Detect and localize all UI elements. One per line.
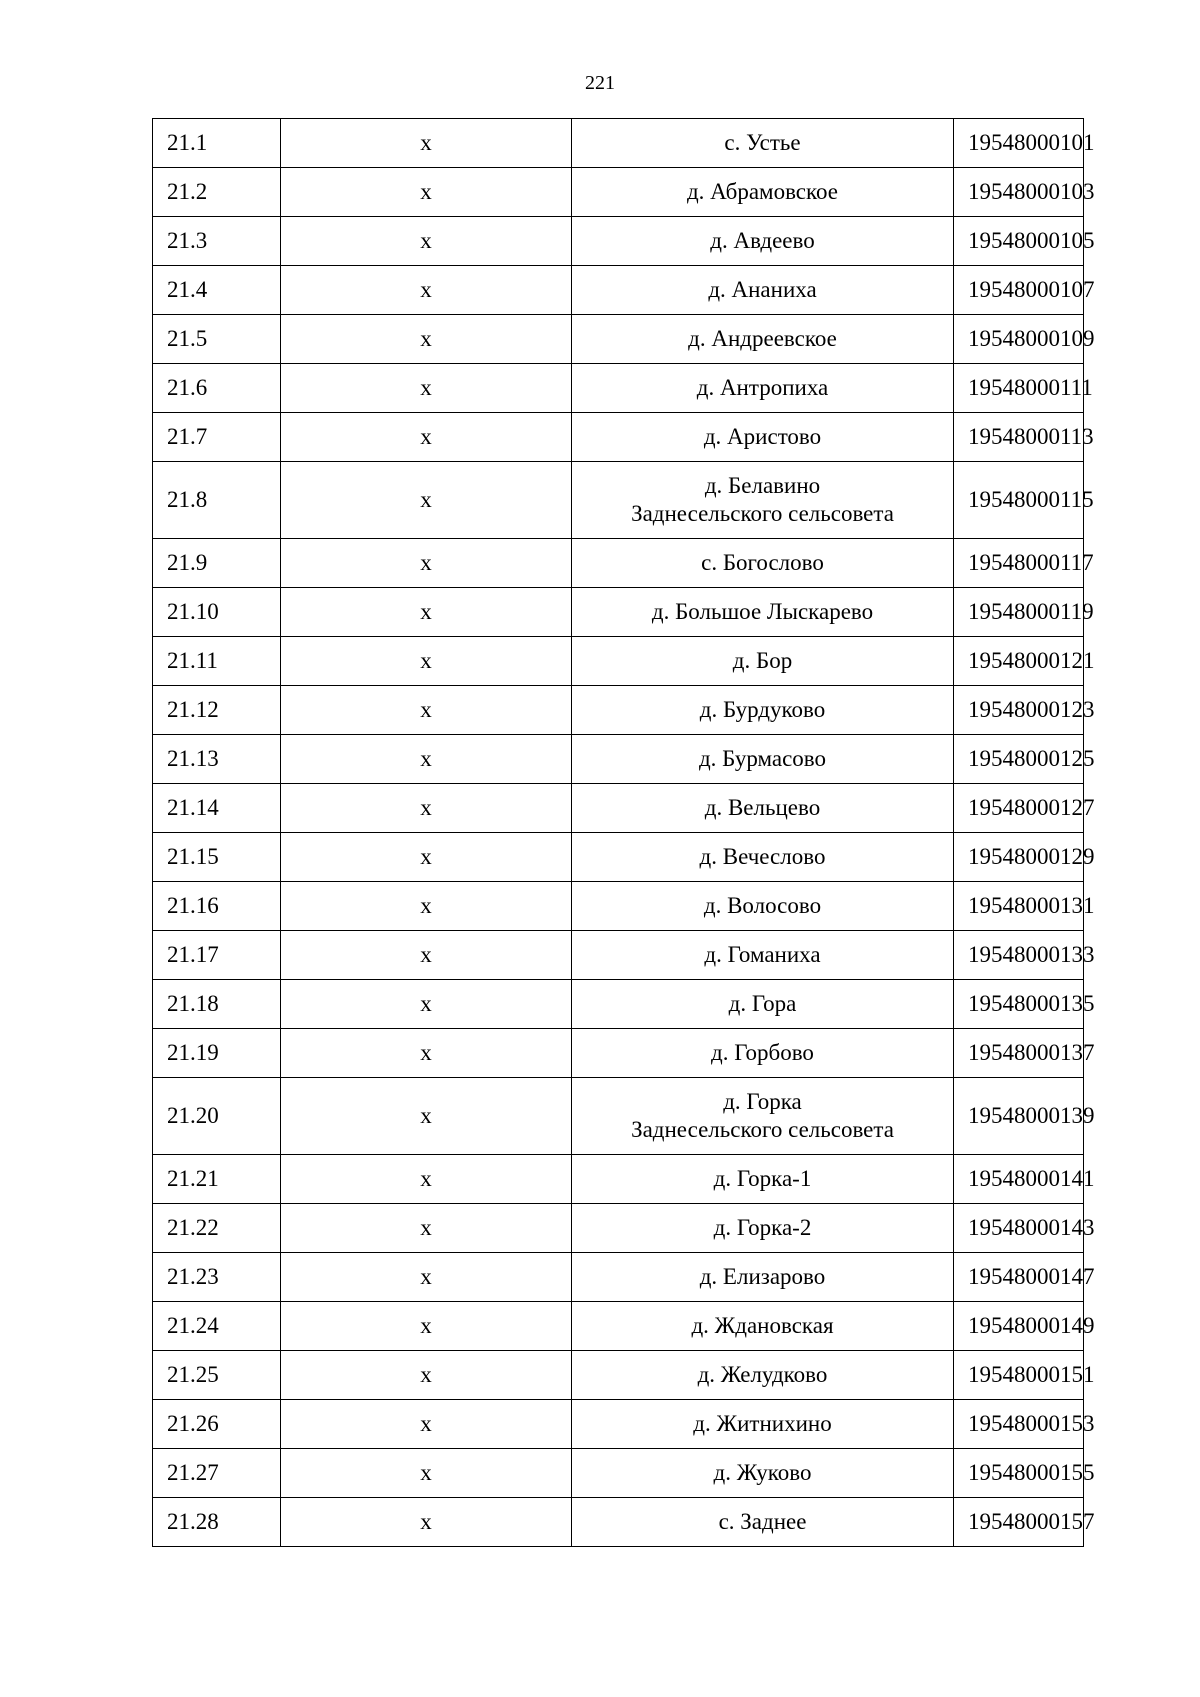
table-row [153, 980, 1084, 1029]
settlement-name-line: д. Горка-1 [713, 1166, 812, 1191]
settlement-name-line: д. Вельцево [704, 795, 821, 820]
row-number-cell: 21.22 [153, 1204, 281, 1253]
table-row [153, 1449, 1084, 1498]
table-row [153, 1253, 1084, 1302]
mark-cell: х [281, 980, 572, 1029]
settlement-name-line: д. Бурмасово [698, 746, 826, 771]
row-number-cell: 21.14 [153, 784, 281, 833]
table-row [153, 1302, 1084, 1351]
settlement-name-cell [572, 364, 954, 413]
table-row [153, 1155, 1084, 1204]
settlement-name-cell [572, 1351, 954, 1400]
mark-cell: х [281, 735, 572, 784]
oktmo-code-cell: 19548000139 [954, 1078, 1084, 1155]
table-row [153, 266, 1084, 315]
settlement-name-line: д. Жуково [713, 1460, 812, 1485]
settlement-name-cell [572, 315, 954, 364]
row-number-cell: 21.27 [153, 1449, 281, 1498]
settlement-name-cell [572, 539, 954, 588]
table-row [153, 784, 1084, 833]
settlement-name-cell [572, 882, 954, 931]
row-number-cell: 21.10 [153, 588, 281, 637]
row-number-cell: 21.23 [153, 1253, 281, 1302]
table-row [153, 833, 1084, 882]
oktmo-code-cell: 19548000113 [954, 413, 1084, 462]
table-row [153, 413, 1084, 462]
oktmo-code-cell: 19548000103 [954, 168, 1084, 217]
table-row [153, 735, 1084, 784]
mark-cell: х [281, 1449, 572, 1498]
settlement-table [152, 118, 1095, 1547]
row-number-cell: 21.20 [153, 1078, 281, 1155]
mark-cell: х [281, 119, 572, 168]
settlement-name-cell [572, 1449, 954, 1498]
settlement-name-cell [572, 1253, 954, 1302]
mark-cell: х [281, 637, 572, 686]
oktmo-code-cell: 19548000129 [954, 833, 1084, 882]
oktmo-code-cell: 19548000109 [954, 315, 1084, 364]
table-row [153, 588, 1084, 637]
oktmo-code-cell: 19548000131 [954, 882, 1084, 931]
oktmo-code-cell: 19548000135 [954, 980, 1084, 1029]
mark-cell: х [281, 1078, 572, 1155]
row-number-cell: 21.24 [153, 1302, 281, 1351]
mark-cell: х [281, 1155, 572, 1204]
row-number-cell: 21.3 [153, 217, 281, 266]
table-body [153, 119, 1095, 1547]
mark-cell: х [281, 413, 572, 462]
settlement-name-cell [572, 1029, 954, 1078]
mark-cell: х [281, 1498, 572, 1547]
settlement-name-cell [572, 1155, 954, 1204]
settlement-name-line: д. Абрамовское [686, 179, 839, 204]
oktmo-code-cell: 19548000137 [954, 1029, 1084, 1078]
row-number-cell: 21.1 [153, 119, 281, 168]
mark-cell: х [281, 1029, 572, 1078]
settlement-name-cell [572, 637, 954, 686]
row-number-cell: 21.12 [153, 686, 281, 735]
mark-cell: х [281, 686, 572, 735]
row-number-cell: 21.9 [153, 539, 281, 588]
row-number-cell: 21.6 [153, 364, 281, 413]
mark-cell: х [281, 462, 572, 539]
table-row [153, 217, 1084, 266]
settlement-name-cell [572, 266, 954, 315]
row-number-cell: 21.8 [153, 462, 281, 539]
settlement-name-cell [572, 686, 954, 735]
oktmo-code-cell: 19548000157 [954, 1498, 1084, 1547]
oktmo-code-cell: 19548000151 [954, 1351, 1084, 1400]
mark-cell: х [281, 784, 572, 833]
row-number-cell: 21.18 [153, 980, 281, 1029]
table-row [153, 1351, 1084, 1400]
settlement-name-line: д. Волосово [703, 893, 822, 918]
table-row [153, 1400, 1084, 1449]
settlement-name-line: д. Горка [723, 1089, 802, 1114]
settlement-name-cell [572, 735, 954, 784]
oktmo-code-cell: 19548000141 [954, 1155, 1084, 1204]
oktmo-code-cell: 19548000149 [954, 1302, 1084, 1351]
settlement-name-line: д. Житнихино [693, 1411, 832, 1436]
table-row [153, 1078, 1084, 1155]
table-row [153, 637, 1084, 686]
row-number-cell: 21.13 [153, 735, 281, 784]
settlement-name-line: д. Антропиха [696, 375, 829, 400]
mark-cell: х [281, 315, 572, 364]
table-row [153, 315, 1084, 364]
oktmo-code-cell: 19548000115 [954, 462, 1084, 539]
row-number-cell: 21.17 [153, 931, 281, 980]
row-number-cell: 21.5 [153, 315, 281, 364]
row-number-cell: 21.11 [153, 637, 281, 686]
oktmo-code-cell: 19548000119 [954, 588, 1084, 637]
settlement-name-line: Заднесельского сельсовета [631, 1117, 894, 1142]
settlement-name-cell [572, 462, 954, 539]
row-number-cell: 21.16 [153, 882, 281, 931]
row-number-cell: 21.2 [153, 168, 281, 217]
settlement-name-line: с. Заднее [718, 1509, 807, 1534]
oktmo-code-cell: 19548000153 [954, 1400, 1084, 1449]
page-number: 221 [585, 72, 615, 94]
table-row [153, 462, 1084, 539]
oktmo-code-cell: 19548000125 [954, 735, 1084, 784]
table-row [153, 931, 1084, 980]
mark-cell: х [281, 217, 572, 266]
mark-cell: х [281, 1351, 572, 1400]
settlement-name-line: д. Ананиха [708, 277, 817, 302]
settlement-name-line: д. Аристово [703, 424, 822, 449]
settlement-name-line: с. Устье [724, 130, 801, 155]
settlement-name-cell [572, 1078, 954, 1155]
mark-cell: х [281, 1253, 572, 1302]
table-row [153, 539, 1084, 588]
settlement-name-cell [572, 1400, 954, 1449]
settlement-name-cell [572, 588, 954, 637]
table-row [153, 882, 1084, 931]
settlement-name-cell [572, 217, 954, 266]
table-row [153, 119, 1084, 168]
settlement-name-line: д. Елизарово [699, 1264, 826, 1289]
settlement-name-line: д. Авдеево [710, 228, 815, 253]
settlement-name-line: д. Гоманиха [704, 942, 821, 967]
row-number-cell: 21.19 [153, 1029, 281, 1078]
oktmo-code-cell: 19548000123 [954, 686, 1084, 735]
mark-cell: х [281, 1400, 572, 1449]
oktmo-code-cell: 19548000111 [954, 364, 1084, 413]
table-row [153, 686, 1084, 735]
row-number-cell: 21.26 [153, 1400, 281, 1449]
mark-cell: х [281, 1204, 572, 1253]
settlement-name-line: д. Горка-2 [713, 1215, 812, 1240]
row-number-cell: 21.7 [153, 413, 281, 462]
oktmo-code-cell: 19548000155 [954, 1449, 1084, 1498]
oktmo-code-cell: 19548000127 [954, 784, 1084, 833]
settlement-name-line: д. Гора [728, 991, 797, 1016]
mark-cell: х [281, 931, 572, 980]
row-number-cell: 21.21 [153, 1155, 281, 1204]
settlement-name-line: Заднесельского сельсовета [631, 501, 894, 526]
settlement-name-line: с. Богослово [701, 550, 824, 575]
oktmo-code-cell: 19548000121 [954, 637, 1084, 686]
mark-cell: х [281, 364, 572, 413]
oktmo-code-cell: 19548000143 [954, 1204, 1084, 1253]
settlement-name-line: д. Белавино [704, 473, 821, 498]
settlement-name-line: д. Вечеслово [699, 844, 826, 869]
settlement-name-line: д. Ждановская [691, 1313, 834, 1338]
settlement-name-line: д. Бор [732, 648, 793, 673]
oktmo-code-cell: 19548000147 [954, 1253, 1084, 1302]
settlement-name-cell [572, 784, 954, 833]
mark-cell: х [281, 168, 572, 217]
settlement-name-cell [572, 168, 954, 217]
settlement-name-line: д. Андреевское [688, 326, 837, 351]
mark-cell: х [281, 833, 572, 882]
settlement-name-cell [572, 413, 954, 462]
settlement-name-cell [572, 1204, 954, 1253]
table-row [153, 1029, 1084, 1078]
settlement-name-cell [572, 931, 954, 980]
table-row [153, 364, 1084, 413]
oktmo-code-cell: 19548000101 [954, 119, 1084, 168]
mark-cell: х [281, 266, 572, 315]
mark-cell: х [281, 539, 572, 588]
settlement-name-cell [572, 1302, 954, 1351]
table-row [153, 1204, 1084, 1253]
row-number-cell: 21.28 [153, 1498, 281, 1547]
mark-cell: х [281, 1302, 572, 1351]
row-number-cell: 21.4 [153, 266, 281, 315]
row-number-cell: 21.15 [153, 833, 281, 882]
oktmo-code-cell: 19548000117 [954, 539, 1084, 588]
settlement-name-cell [572, 980, 954, 1029]
oktmo-code-cell: 19548000105 [954, 217, 1084, 266]
mark-cell: х [281, 588, 572, 637]
settlement-name-cell [572, 119, 954, 168]
table-row [153, 168, 1084, 217]
settlement-name-line: д. Большое Лыскарево [651, 599, 874, 624]
table-row [153, 1498, 1084, 1547]
mark-cell: х [281, 882, 572, 931]
row-number-cell: 21.25 [153, 1351, 281, 1400]
oktmo-code-cell: 19548000133 [954, 931, 1084, 980]
oktmo-code-cell: 19548000107 [954, 266, 1084, 315]
settlement-name-cell [572, 833, 954, 882]
settlement-name-line: д. Горбово [711, 1040, 814, 1065]
settlement-name-line: д. Желудково [697, 1362, 828, 1387]
settlement-name-line: д. Бурдуково [699, 697, 826, 722]
settlement-name-cell [572, 1498, 954, 1547]
